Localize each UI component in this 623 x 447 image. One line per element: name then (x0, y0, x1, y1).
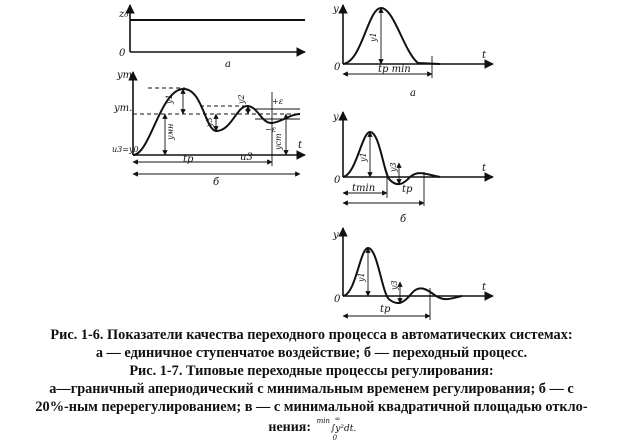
fig17a-axis-x-label: t (482, 50, 487, 61)
fig16b-yst-label: yст (274, 133, 283, 150)
fig17a-y1-label: y1 (369, 32, 378, 42)
fig17c-zero-label: 0 (334, 294, 341, 305)
integral-formula (315, 415, 357, 442)
fig17b-axis-y-label: y (333, 112, 339, 123)
fig16-panel-a (118, 5, 305, 70)
fig16a-zero-label: 0 (119, 48, 126, 59)
fig17b-tmin-label: tmin (352, 183, 376, 194)
integral-upper: ∞ (334, 415, 341, 423)
fig16b-eps-minus-label: −ε (265, 125, 276, 134)
fig16b-tp-label: tр (183, 154, 194, 165)
fig17b-sublabel: б (400, 214, 407, 225)
caption-tail-text: нения: (268, 420, 312, 435)
fig16b-ymax-label: yмн (166, 123, 175, 140)
fig16b-y-inf-label: yт. (114, 103, 133, 114)
fig17b-zero-label: 0 (334, 175, 341, 186)
fig16b-sublabel: б (213, 177, 220, 188)
fig16-panel-b (112, 70, 305, 188)
caption-fig16-title: Рис. 1-6. Показатели качества переходного процесса в автоматических системах: (50, 327, 573, 343)
fig16b-axis-y-label: yт (117, 70, 133, 81)
fig17-panel-c (332, 228, 493, 320)
fig17a-sublabel: а (410, 88, 416, 99)
fig17-panel-a (332, 4, 493, 99)
fig17b-y3-label: y3 (389, 162, 398, 172)
fig17c-axis-x-label: t (482, 282, 487, 293)
caption-fig17-desc-3 (0, 415, 623, 442)
fig17a-tp-label: tр min (378, 64, 411, 75)
fig17b-axis-x-label: t (482, 163, 487, 174)
fig17b-tp-label: tр (402, 184, 413, 195)
fig16a-axis-y-label: z₀ (119, 9, 129, 20)
fig17c-axis-y-label: y (333, 230, 339, 241)
fig17c-tp-label: tр (380, 304, 391, 315)
integral-min: min (316, 417, 330, 425)
fig17c-y3-label: y3 (390, 280, 399, 290)
fig17c-y1-label: y1 (357, 272, 366, 282)
integral-lower: 0 (332, 434, 338, 442)
fig17a-axis-y-label: y (333, 4, 339, 15)
caption-fig17-title: Рис. 1-7. Типовые переходные процессы регулирования: (129, 363, 494, 379)
fig16b-y1-label: y1 (165, 94, 174, 104)
fig16a-sublabel: а (225, 59, 231, 70)
fig17-panel-b (332, 112, 493, 225)
fig16b-start-label: u3=y0 (112, 145, 139, 154)
caption-fig17-desc-1: а—граничный апериодический с минимальным временем регулирования; б — с (49, 381, 574, 397)
fig16b-axis-x-label: t (298, 140, 303, 151)
caption-fig17-desc-2: 20%-ным перерегулированием; в — с минимальной квадратичной площадью откло- (35, 399, 588, 415)
caption-fig16-desc: а — единичное ступенчатое воздействие; б — переходный процесс. (95, 345, 528, 361)
fig17b-y1-label: y1 (359, 152, 368, 162)
fig16b-y2-label: y2 (237, 94, 246, 104)
fig16b-u3-label: u3 (240, 152, 253, 163)
fig17a-zero-label: 0 (334, 62, 341, 73)
integral-body: ∫y²dt. (330, 424, 357, 434)
fig16b-y3-label: y3 (205, 117, 214, 127)
fig16b-eps-plus-label: +ε (272, 97, 283, 106)
